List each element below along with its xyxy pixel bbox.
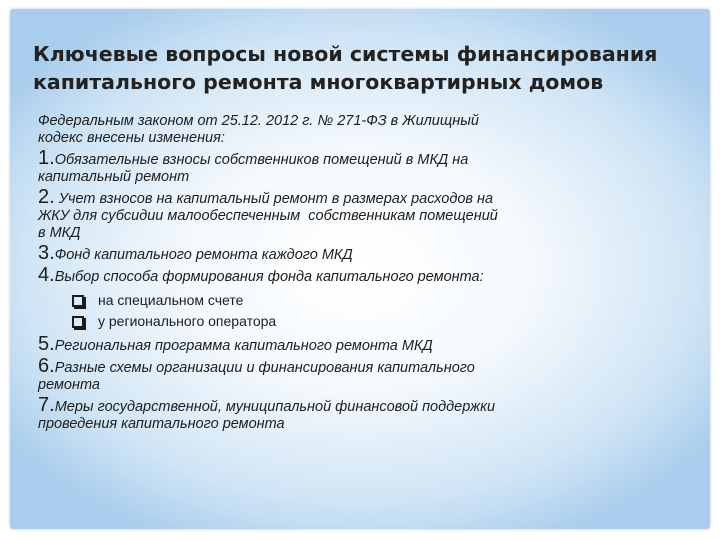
item-text: в МКД (38, 225, 81, 241)
list-item-1 (38, 147, 678, 186)
list-item-4 (38, 264, 678, 286)
item-text: ремонта (38, 377, 100, 393)
title-line-1: Ключевые вопросы новой системы финансирования (33, 42, 658, 66)
intro-line-1: Федеральным законом от 25.12. 2012 г. № 271-ФЗ в Жилищный (38, 113, 479, 129)
item-number: 7. (38, 394, 55, 416)
item-text: Региональная программа капитального ремонта МКД (54, 338, 433, 354)
item-text: Выбор способа формирования фонда капитального ремонта: (54, 269, 484, 285)
funding-option (72, 290, 678, 311)
funding-option-label: у регионального оператора (98, 313, 277, 329)
slide-title (33, 40, 703, 96)
intro-text (38, 113, 678, 147)
item-number: 3. (38, 242, 55, 264)
slide-content (38, 113, 678, 436)
funding-option-label: на специальном счете (98, 292, 244, 308)
funding-option (72, 311, 678, 332)
item-number: 4. (38, 264, 55, 286)
item-text: Меры государственной, муниципальной финансовой поддержки (54, 399, 496, 415)
item-number: 6. (38, 355, 55, 377)
item-text: проведения капитального ремонта (38, 416, 285, 432)
checkbox-bullet-icon (72, 316, 84, 328)
title-line-2: капитального ремонта многоквартирных домов (33, 70, 604, 94)
item-text: Фонд капитального ремонта каждого МКД (54, 247, 353, 263)
item-text: ЖКУ для субсидии малообеспеченным собственникам помещений (38, 208, 498, 224)
list-item-2 (38, 186, 678, 242)
item-number: 5. (38, 333, 55, 355)
list-item-3 (38, 242, 678, 264)
checkbox-bullet-icon (72, 295, 84, 307)
item-number: 1. (38, 147, 55, 169)
list-item-5 (38, 333, 678, 355)
item-text: капитальный ремонт (38, 169, 190, 185)
item-text: Обязательные взносы собственников помещений в МКД на (54, 152, 469, 168)
item-text: Разные схемы организации и финансирования капитального (54, 360, 475, 376)
item-text: Учет взносов на капитальный ремонт в размерах расходов на (54, 191, 494, 207)
list-item-7 (38, 394, 678, 433)
funding-options-list (72, 290, 678, 332)
list-item-6 (38, 355, 678, 394)
intro-line-2: кодекс внесены изменения: (38, 130, 225, 146)
item-number: 2. (38, 186, 55, 208)
